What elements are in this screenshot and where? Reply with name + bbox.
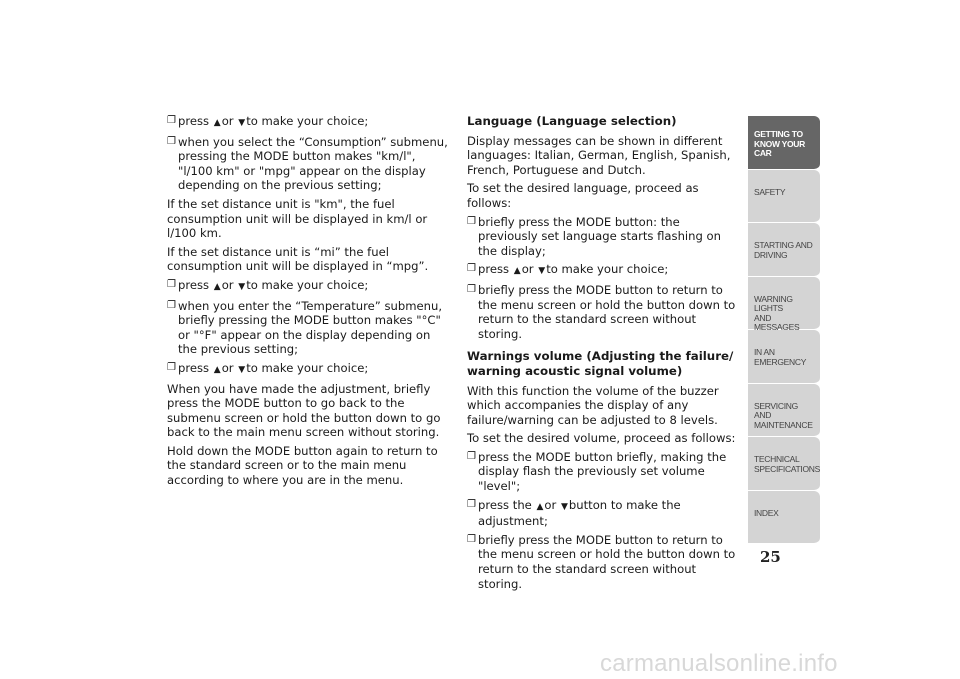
- list-item: ❐ briefly press the MODE button to return to the menu screen or hold the button down to return to the standard screen without storing.: [467, 532, 736, 591]
- checkbox-bullet-icon: ❐: [467, 450, 476, 462]
- arrow-down-icon: ▼: [238, 281, 246, 292]
- right-column: [467, 114, 739, 595]
- arrow-down-icon: ▼: [238, 364, 246, 375]
- arrow-up-icon: ▲: [213, 281, 221, 292]
- list-item: ❐ press ▲or ▼to make your choice;: [167, 114, 369, 128]
- tab-warning-lights[interactable]: WARNING LIGHTS AND MESSAGES: [748, 277, 820, 331]
- paragraph: Hold down the MODE button again to return to the standard screen or to the main menu according to where you are in the menu.: [167, 443, 438, 488]
- checkbox-bullet-icon: ❐: [467, 263, 476, 275]
- tab-getting-to-know-your-car[interactable]: GETTING TO KNOW YOUR CAR: [748, 116, 820, 170]
- tab-servicing[interactable]: SERVICING AND MAINTENANCE: [748, 384, 820, 438]
- arrow-down-icon: ▼: [560, 501, 568, 512]
- paragraph: To set the desired language, proceed as follows:: [467, 181, 699, 210]
- arrow-up-icon: ▲: [513, 266, 521, 277]
- checkbox-bullet-icon: ❐: [467, 283, 476, 295]
- checkbox-bullet-icon: ❐: [167, 115, 176, 126]
- tab-in-an-emergency[interactable]: IN AN EMERGENCY: [748, 330, 820, 384]
- arrow-down-icon: ▼: [538, 266, 546, 277]
- paragraph: If the set distance unit is “mi” the fuel consumption unit will be displayed in “mpg”.: [167, 244, 429, 274]
- chapter-tabs: [748, 116, 820, 544]
- tab-starting-and-driving[interactable]: STARTING AND DRIVING: [748, 223, 820, 277]
- arrow-up-icon: ▲: [213, 364, 221, 375]
- tab-index[interactable]: INDEX: [748, 491, 820, 545]
- checkbox-bullet-icon: ❐: [167, 361, 176, 373]
- paragraph: With this function the volume of the buzzer which accompanies the display of any failure/warning can be adjusted to 8 levels.: [467, 383, 719, 427]
- watermark: carmanualsonline.info: [600, 650, 838, 677]
- checkbox-bullet-icon: ❐: [467, 533, 476, 545]
- checkbox-bullet-icon: ❐: [167, 299, 176, 311]
- checkbox-bullet-icon: ❐: [467, 498, 476, 510]
- list-item: ❐ briefly press the MODE button to return to the menu screen or hold the button down to return to the standard screen without storing.: [467, 282, 736, 341]
- checkbox-bullet-icon: ❐: [467, 215, 476, 227]
- paragraph: When you have made the adjustment, briefly press the MODE button to go back to the submenu screen or hold the button down to go back to the main menu screen without storing.: [167, 381, 441, 440]
- paragraph: Display messages can be shown in different languages: Italian, German, English, Spanish, French, Portuguese and Dutch.: [467, 133, 731, 177]
- arrow-down-icon: ▼: [238, 118, 246, 128]
- list-item: ❐ press ▲or ▼to make your choice;: [167, 277, 369, 292]
- checkbox-bullet-icon: ❐: [167, 278, 176, 290]
- paragraph: If the set distance unit is "km", the fuel consumption unit will be displayed in km/l or l/100 km.: [167, 196, 428, 241]
- paragraph: To set the desired volume, proceed as follows:: [467, 431, 736, 446]
- page-number: 25: [760, 548, 781, 566]
- tab-safety[interactable]: SAFETY: [748, 170, 820, 224]
- list-item: ❐ press ▲or ▼to make your choice;: [467, 262, 669, 277]
- list-item: ❐ press ▲or ▼to make your choice;: [167, 360, 369, 375]
- left-column: [167, 114, 452, 492]
- checkbox-bullet-icon: ❐: [167, 135, 176, 147]
- list-item: ❐ briefly press the MODE button: the previously set language starts flashing on the display;: [467, 214, 721, 258]
- tab-technical-specifications[interactable]: TECHNICAL SPECIFICATIONS: [748, 437, 820, 491]
- list-item: ❐ when you select the “Consumption” submenu, pressing the MODE button makes "km/l", "l/100 km" or "mpg" appear on the display depending on the previous setting;: [167, 134, 448, 193]
- section-heading-language: Language (Language selection): [467, 114, 677, 128]
- list-item: ❐ press the MODE button briefly, making the display flash the previously set volume "level";: [467, 449, 727, 494]
- list-item: ❐ press the ▲or ▼button to make the adjustment;: [467, 497, 681, 529]
- arrow-up-icon: ▲: [213, 118, 221, 128]
- arrow-up-icon: ▲: [536, 501, 544, 512]
- section-heading-warnings-volume: Warnings volume (Adjusting the failure/ warning acoustic signal volume): [467, 349, 734, 378]
- list-item: ❐ when you enter the “Temperature” submenu, briefly pressing the MODE button makes "°C" or "°F" appear on the display depending on the previous setting;: [167, 298, 443, 357]
